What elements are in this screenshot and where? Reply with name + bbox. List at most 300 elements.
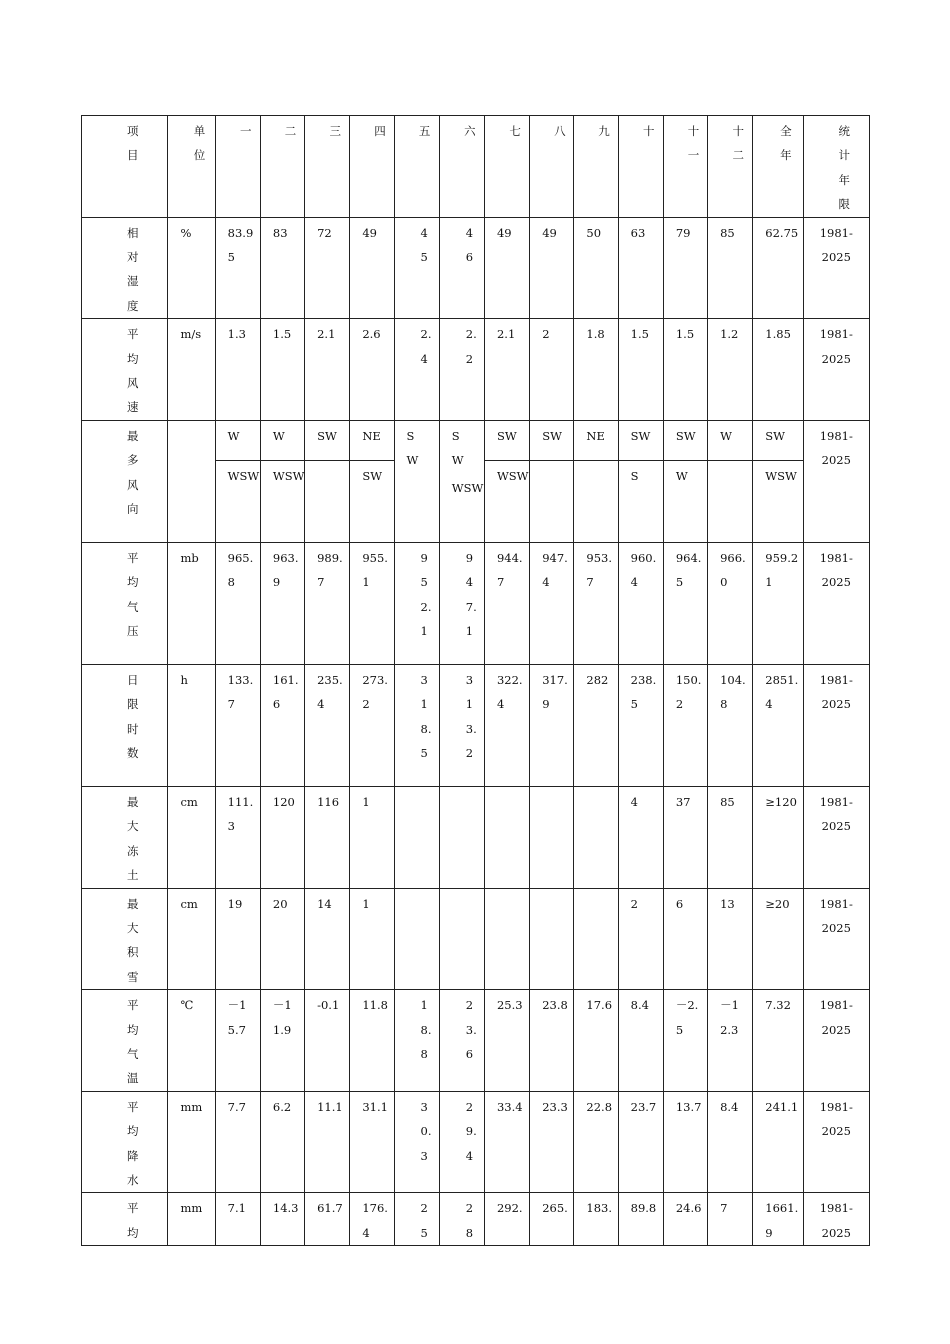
wind-direction-cell [574, 420, 618, 542]
period-cell [803, 420, 869, 542]
wind-primary: NE [574, 421, 617, 461]
value-cell-text [530, 787, 572, 790]
period-cell [803, 319, 869, 421]
value-cell-text [440, 787, 482, 790]
value-cell-text: 61.7 [317, 1201, 343, 1216]
value-cell [708, 1193, 753, 1246]
value-cell [663, 1193, 707, 1246]
value-cell-text: 116 [317, 794, 340, 809]
year-value-cell [753, 888, 803, 990]
value-cell-text [440, 889, 482, 892]
value-cell-text: 11.8 [362, 998, 388, 1013]
value-cell [574, 1193, 618, 1246]
header-month-text: 四 [374, 124, 386, 138]
header-month [260, 116, 304, 218]
wind-secondary: WSW [227, 468, 260, 483]
value-cell [260, 1091, 304, 1193]
value-cell [484, 990, 529, 1092]
value-cell [530, 217, 574, 319]
year-value-cell-text: 241.1 [765, 1099, 799, 1114]
period-cell-text: 1981-2025 [819, 550, 853, 590]
value-cell-text: 23.8 [542, 998, 568, 1013]
value-cell [618, 217, 663, 319]
period-cell-text: 1981-2025 [819, 1201, 853, 1240]
value-cell-text: 25 [420, 1201, 428, 1240]
value-cell-text: 13 [720, 896, 735, 911]
value-cell [484, 542, 529, 664]
value-cell [215, 990, 260, 1092]
header-month-text: 一 [240, 124, 252, 138]
value-cell [350, 990, 394, 1092]
value-cell [215, 217, 260, 319]
row-item [82, 217, 168, 319]
header-month [305, 116, 350, 218]
value-cell-text: 85 [720, 794, 735, 809]
row-unit-text: mm [180, 1099, 203, 1114]
row-item [82, 990, 168, 1092]
wind-primary: W [708, 421, 752, 461]
value-cell-text: 318.5 [420, 672, 432, 761]
value-cell [215, 1091, 260, 1193]
header-month-text: 二 [284, 124, 297, 138]
value-cell-text: 37 [675, 794, 691, 809]
year-value-cell [753, 542, 803, 664]
year-value-cell-text: 1.85 [765, 327, 791, 342]
value-cell-text: 13.7 [675, 1099, 702, 1114]
period-cell [803, 786, 869, 888]
wind-direction-cell [394, 420, 439, 542]
value-cell [260, 990, 304, 1092]
value-cell [708, 664, 753, 786]
value-cell-text: 2.2 [465, 327, 477, 366]
value-cell-text: 24.6 [675, 1201, 702, 1216]
header-month [350, 116, 394, 218]
value-cell-text: 46 [465, 225, 474, 265]
period-cell [803, 888, 869, 990]
year-value-cell [753, 1091, 803, 1193]
value-cell [708, 542, 753, 664]
table-row [82, 990, 870, 1092]
value-cell-text: 83 [272, 225, 288, 240]
period-cell-text: 1981-2025 [819, 428, 853, 468]
header-month-text: 十一 [687, 124, 700, 163]
value-cell [708, 1091, 753, 1193]
value-cell-text: 29.4 [465, 1099, 477, 1163]
value-cell-text: 1.5 [675, 327, 695, 342]
value-cell [484, 217, 529, 319]
value-cell-text: 2.1 [317, 327, 336, 342]
value-cell [663, 217, 707, 319]
value-cell [530, 786, 574, 888]
value-cell [350, 542, 394, 664]
value-cell-text: 6.2 [272, 1099, 292, 1114]
value-cell-text: 28 [465, 1201, 474, 1240]
row-unit-text [168, 421, 214, 424]
value-cell [574, 217, 618, 319]
row-item-text: 日限时数 [126, 672, 139, 761]
value-cell-text: 955.1 [362, 550, 388, 590]
row-item-text: 平均降水 [126, 1099, 139, 1187]
row-item [82, 664, 168, 786]
value-cell [260, 319, 304, 421]
wind-direction-cell [350, 420, 394, 542]
value-cell [618, 786, 663, 888]
wind-direction-cell [215, 420, 260, 542]
value-cell-text: 1.5 [272, 327, 292, 342]
table-header-row [82, 116, 870, 218]
table-row [82, 786, 870, 888]
value-cell [260, 664, 304, 786]
row-unit [168, 319, 215, 421]
value-cell [618, 664, 663, 786]
value-cell [530, 319, 574, 421]
header-month [484, 116, 529, 218]
value-cell [394, 217, 439, 319]
value-cell-text: 161.6 [272, 672, 299, 712]
value-cell [394, 319, 439, 421]
value-cell [618, 888, 663, 990]
row-unit [168, 1091, 215, 1193]
value-cell [530, 1091, 574, 1193]
header-period-text: 统计年限 [838, 124, 851, 212]
wind-secondary: WSW [496, 468, 529, 483]
wind-primary: SW [485, 421, 529, 461]
row-item-text: 最多风向 [126, 428, 139, 517]
value-cell [439, 786, 484, 888]
period-cell-text: 1981-2025 [819, 794, 853, 834]
value-cell [530, 888, 574, 990]
wind-primary: SW [530, 421, 573, 461]
value-cell [305, 888, 350, 990]
header-month-text: 六 [464, 124, 476, 138]
year-value-cell [753, 786, 803, 888]
value-cell [260, 888, 304, 990]
row-item-text: 平均气温 [126, 998, 139, 1086]
row-item-text: 最大冻土 [126, 794, 139, 883]
value-cell [484, 319, 529, 421]
row-unit-text: h [180, 672, 188, 687]
value-cell-text: －11.9 [272, 998, 292, 1037]
value-cell [439, 319, 484, 421]
value-cell-text: －15.7 [227, 998, 247, 1037]
row-item-text: 相对湿度 [126, 225, 139, 313]
table-row [82, 1091, 870, 1193]
value-cell [484, 1193, 529, 1246]
value-cell [394, 542, 439, 664]
header-unit-text: 单位 [193, 124, 206, 163]
header-item [82, 116, 168, 218]
header-month [574, 116, 618, 218]
row-unit-text: cm [180, 896, 198, 911]
value-cell [305, 217, 350, 319]
value-cell [574, 542, 618, 664]
header-unit [168, 116, 215, 218]
row-item-text: 平均 [126, 1201, 139, 1240]
value-cell-text: 49 [542, 225, 557, 240]
value-cell-text: 964.5 [675, 550, 702, 590]
value-cell [350, 664, 394, 786]
value-cell [484, 786, 529, 888]
wind-direction-year [753, 420, 803, 542]
value-cell [708, 786, 753, 888]
wind-secondary: SW [362, 468, 383, 483]
period-cell-text: 1981-2025 [819, 225, 853, 265]
header-month-text: 八 [554, 124, 566, 138]
value-cell-text: －2.5 [675, 998, 699, 1037]
value-cell-text: 183. [586, 1201, 613, 1216]
value-cell [305, 1193, 350, 1246]
value-cell [663, 319, 707, 421]
value-cell [439, 664, 484, 786]
value-cell-text: 963.9 [272, 550, 299, 590]
value-cell-text: 72 [317, 225, 332, 240]
value-cell [663, 990, 707, 1092]
wind-direction-cell [618, 420, 663, 542]
value-cell [260, 217, 304, 319]
row-unit [168, 217, 215, 319]
header-month-text: 五 [418, 124, 431, 138]
value-cell-text: 2.1 [496, 327, 516, 342]
value-cell-text [530, 889, 572, 892]
wind-primary: SW [406, 428, 419, 468]
value-cell-text: 1 [362, 794, 370, 809]
value-cell-text: 953.7 [586, 550, 613, 590]
header-month [215, 116, 260, 218]
value-cell [350, 786, 394, 888]
value-cell [530, 542, 574, 664]
value-cell [439, 1193, 484, 1246]
wind-secondary: WSW [451, 480, 484, 495]
value-cell [305, 990, 350, 1092]
row-item [82, 1091, 168, 1193]
period-cell [803, 542, 869, 664]
value-cell [663, 664, 707, 786]
row-unit-text: cm [180, 794, 198, 809]
year-value-cell [753, 990, 803, 1092]
header-month [708, 116, 753, 218]
period-cell [803, 1193, 869, 1246]
value-cell [260, 786, 304, 888]
value-cell [439, 1091, 484, 1193]
value-cell [484, 664, 529, 786]
header-month [618, 116, 663, 218]
value-cell-text: 33.4 [496, 1099, 523, 1114]
year-value-cell [753, 1193, 803, 1246]
value-cell-text: 23.6 [465, 998, 477, 1061]
value-cell-text: 1 [362, 896, 370, 911]
table-row [82, 664, 870, 786]
value-cell [394, 1091, 439, 1193]
value-cell [708, 319, 753, 421]
value-cell [708, 888, 753, 990]
wind-secondary: S [630, 468, 639, 483]
value-cell-text: 7 [720, 1201, 728, 1216]
table-row [82, 1193, 870, 1246]
period-cell-text: 1981-2025 [819, 896, 853, 935]
period-cell [803, 990, 869, 1092]
value-cell-text: 45 [420, 225, 428, 265]
value-cell-text: 23.3 [542, 1099, 568, 1114]
value-cell-text: 965.8 [227, 550, 254, 590]
value-cell [305, 542, 350, 664]
wind-direction-cell [484, 420, 529, 542]
row-item-text: 平均风速 [126, 327, 139, 415]
value-cell-text: 111.3 [227, 794, 254, 834]
value-cell [215, 786, 260, 888]
header-month [663, 116, 707, 218]
row-unit [168, 888, 215, 990]
value-cell-text: 317.9 [542, 672, 568, 712]
period-cell [803, 1091, 869, 1193]
value-cell [350, 1193, 394, 1246]
value-cell-text: 8.4 [720, 1099, 739, 1114]
value-cell-text: 2.6 [362, 327, 381, 342]
wind-direction-cell [260, 420, 304, 542]
value-cell [305, 319, 350, 421]
value-cell-text: 79 [675, 225, 691, 240]
value-cell-text: 50 [586, 225, 602, 240]
value-cell-text: 1.8 [586, 327, 605, 342]
value-cell-text: 150.2 [675, 672, 702, 712]
row-item-text: 平均气压 [126, 550, 139, 639]
value-cell [350, 217, 394, 319]
row-item [82, 786, 168, 888]
value-cell [215, 542, 260, 664]
header-month-text: 七 [509, 124, 521, 138]
value-cell-text: 282 [586, 672, 609, 687]
value-cell-text: 960.4 [630, 550, 657, 590]
value-cell-text: 273.2 [362, 672, 388, 712]
row-unit [168, 542, 215, 664]
header-month [530, 116, 574, 218]
row-item [82, 319, 168, 421]
year-value-cell-text: ≥120 [765, 794, 797, 809]
value-cell-text: 31.1 [362, 1099, 388, 1114]
value-cell-text: -0.1 [317, 998, 340, 1013]
row-unit-text: ℃ [180, 998, 194, 1013]
table-row [82, 420, 870, 542]
row-item [82, 1193, 168, 1246]
value-cell-text [395, 787, 437, 790]
wind-year-primary: SW [753, 421, 802, 461]
value-cell [394, 990, 439, 1092]
value-cell-text: 944.7 [496, 550, 523, 590]
value-cell-text: 176.4 [362, 1201, 388, 1240]
value-cell-text: 1.5 [630, 327, 649, 342]
value-cell-text: 235.4 [317, 672, 343, 712]
wind-direction-cell [663, 420, 707, 542]
value-cell-text: 947.4 [542, 550, 568, 590]
value-cell-text: 952.1 [420, 550, 432, 639]
table-row [82, 319, 870, 421]
row-unit-text: mm [180, 1201, 203, 1216]
value-cell [618, 1091, 663, 1193]
header-period [803, 116, 869, 218]
value-cell [439, 888, 484, 990]
value-cell-text: 8.4 [630, 998, 649, 1013]
period-cell-text: 1981-2025 [819, 327, 853, 366]
year-value-cell-text: 959.21 [765, 550, 799, 590]
period-cell-text: 1981-2025 [819, 672, 853, 712]
year-value-cell-text: 7.32 [765, 998, 791, 1013]
value-cell-text: －12.3 [720, 998, 739, 1037]
row-item [82, 888, 168, 990]
value-cell-text: 2 [542, 327, 550, 342]
period-cell-text: 1981-2025 [819, 1099, 853, 1139]
header-item-text: 项目 [126, 124, 139, 163]
header-year [753, 116, 803, 218]
header-month [439, 116, 484, 218]
value-cell [215, 1193, 260, 1246]
value-cell [394, 1193, 439, 1246]
value-cell [305, 1091, 350, 1193]
header-month-text: 九 [598, 124, 610, 138]
row-unit-text: m/s [180, 327, 202, 342]
climate-data-table [81, 115, 870, 1246]
value-cell-text [574, 889, 616, 892]
wind-direction-cell [439, 420, 484, 542]
value-cell-text: 11.1 [317, 1099, 343, 1114]
value-cell [439, 990, 484, 1092]
value-cell-text: 133.7 [227, 672, 254, 712]
value-cell-text: 4 [630, 794, 638, 809]
header-month-text: 十 [643, 124, 655, 138]
header-month-text: 三 [329, 124, 341, 138]
value-cell-text: 1.3 [227, 327, 246, 342]
value-cell-text [485, 787, 527, 790]
value-cell [530, 664, 574, 786]
value-cell-text: 23.7 [630, 1099, 657, 1114]
row-unit-text: mb [180, 550, 199, 565]
header-year-text: 全年 [780, 124, 792, 163]
wind-direction-cell [530, 420, 574, 542]
value-cell [530, 990, 574, 1092]
year-value-cell-text: ≥20 [765, 896, 790, 911]
value-cell-text [485, 889, 527, 892]
value-cell [663, 1091, 707, 1193]
value-cell [305, 664, 350, 786]
value-cell-text: 1.2 [720, 327, 739, 342]
year-value-cell [753, 664, 803, 786]
value-cell-text: 265. [542, 1201, 568, 1216]
wind-direction-cell [305, 420, 350, 542]
row-unit [168, 420, 215, 542]
row-item-text: 最大积雪 [126, 896, 139, 984]
value-cell-text: 7.1 [227, 1201, 246, 1216]
value-cell-text: 120 [272, 794, 295, 809]
value-cell [215, 319, 260, 421]
value-cell-text: 2.4 [420, 327, 432, 366]
value-cell [260, 542, 304, 664]
value-cell [574, 319, 618, 421]
wind-secondary: WSW [272, 468, 305, 483]
wind-primary: W [216, 421, 260, 461]
value-cell [215, 888, 260, 990]
value-cell [663, 786, 707, 888]
value-cell-text: 313.2 [465, 672, 477, 761]
value-cell [215, 664, 260, 786]
value-cell [618, 1193, 663, 1246]
year-value-cell-text: 1661.9 [765, 1201, 799, 1240]
year-value-cell [753, 217, 803, 319]
value-cell-text: 49 [362, 225, 377, 240]
value-cell [439, 542, 484, 664]
wind-primary: SW [619, 421, 663, 461]
value-cell-text: 19 [227, 896, 243, 911]
row-unit [168, 1193, 215, 1246]
value-cell-text: 7.7 [227, 1099, 246, 1114]
wind-primary: NE [350, 421, 393, 461]
